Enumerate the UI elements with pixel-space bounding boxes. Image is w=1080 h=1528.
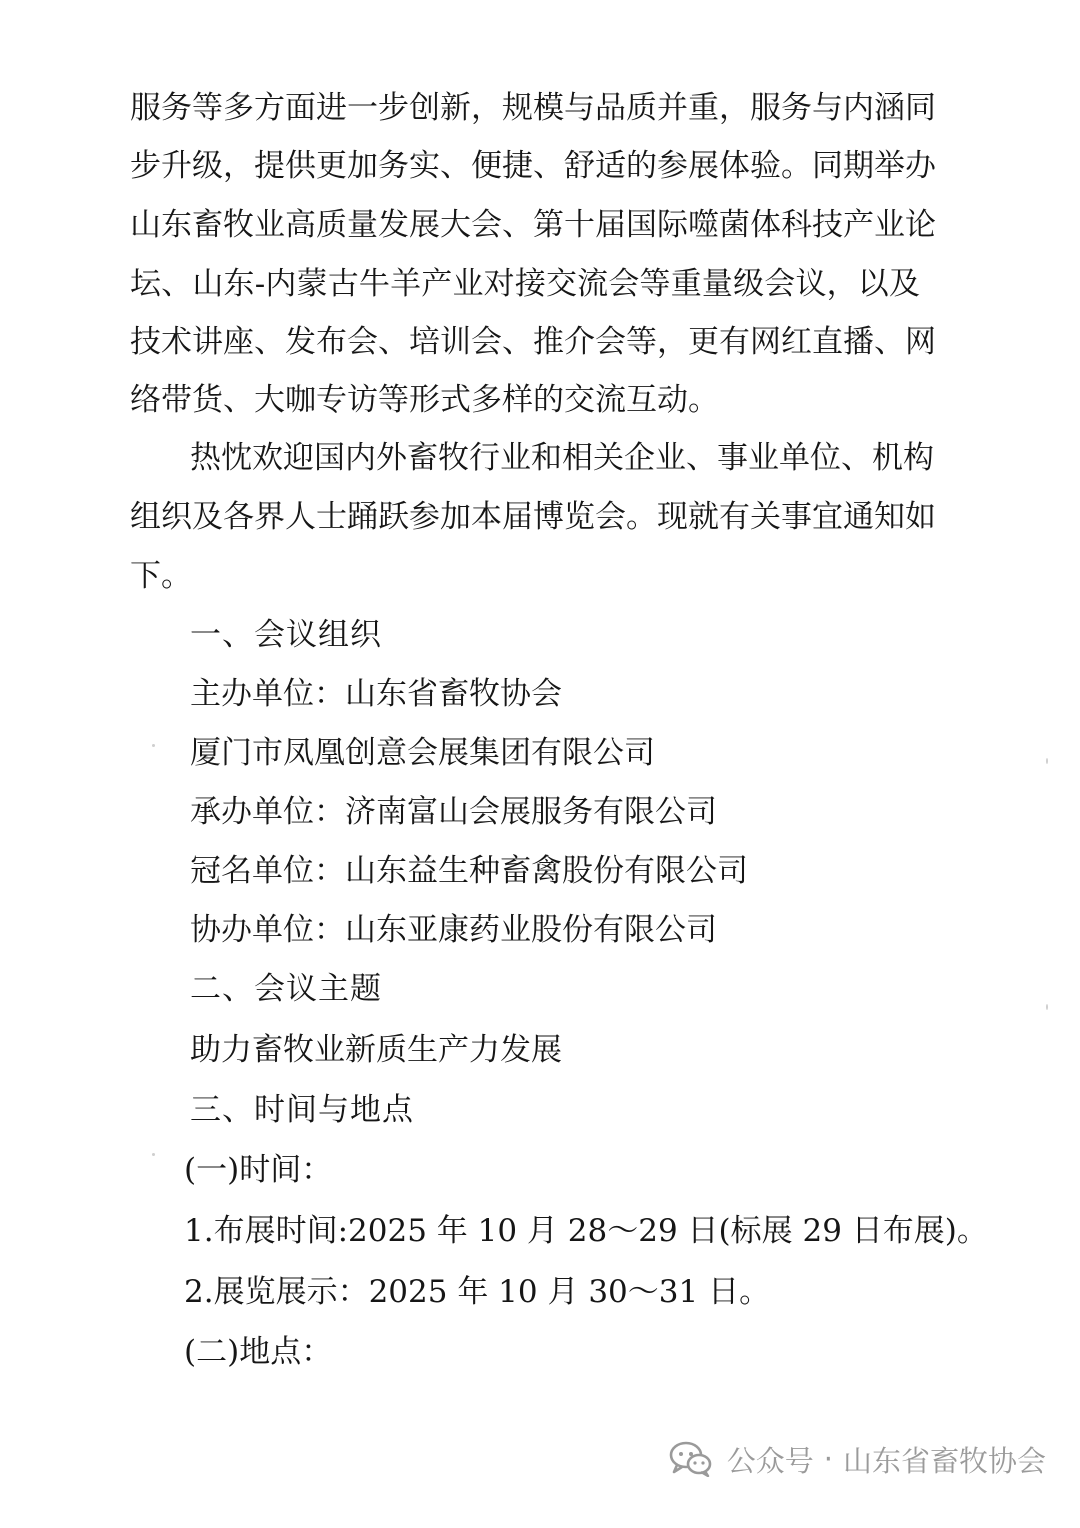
scan-speck bbox=[1046, 1004, 1048, 1010]
exhibition-time-line: 2.展览展示：2025 年 10 月 30～31 日。 bbox=[184, 1274, 771, 1310]
watermark bbox=[669, 1435, 1046, 1483]
watermark-account: 山东省畜牧协会 bbox=[842, 1443, 1046, 1478]
paragraph-line: 技术讲座、发布会、培训会、推介会等，更有网红直播、网 bbox=[130, 324, 936, 360]
place-label: (二)地点： bbox=[184, 1334, 333, 1370]
paragraph-line: 坛、山东-内蒙古牛羊产业对接交流会等重量级会议，以及 bbox=[130, 266, 920, 302]
paragraph-line: 服务等多方面进一步创新，规模与品质并重，服务与内涵同 bbox=[130, 90, 936, 126]
scan-speck bbox=[152, 1153, 155, 1156]
paragraph-line: 组织及各界人士踊跃参加本届博览会。现就有关事宜通知如 bbox=[130, 499, 936, 535]
scan-speck bbox=[1046, 758, 1048, 764]
time-label: (一)时间： bbox=[184, 1152, 333, 1188]
section-heading: 三、时间与地点 bbox=[190, 1092, 414, 1128]
section-heading: 一、会议组织 bbox=[190, 617, 382, 653]
organizer-line: 承办单位：济南富山会展服务有限公司 bbox=[190, 794, 717, 830]
paragraph-line: 步升级，提供更加务实、便捷、舒适的参展体验。同期举办 bbox=[130, 148, 936, 184]
wechat-icon bbox=[669, 1441, 713, 1477]
paragraph-line: 下。 bbox=[130, 558, 192, 594]
paragraph-line: 山东畜牧业高质量发展大会、第十届国际噬菌体科技产业论 bbox=[130, 207, 936, 243]
host2-line: 厦门市凤凰创意会展集团有限公司 bbox=[190, 735, 655, 771]
watermark-separator: · bbox=[823, 1442, 833, 1476]
host-line: 主办单位：山东省畜牧协会 bbox=[190, 676, 562, 712]
paragraph-line: 热忱欢迎国内外畜牧行业和相关企业、事业单位、机构 bbox=[190, 440, 934, 476]
setup-time-line: 1.布展时间:2025 年 10 月 28～29 日(标展 29 日布展)。 bbox=[184, 1213, 988, 1249]
section-heading: 二、会议主题 bbox=[190, 971, 382, 1007]
paragraph-line: 络带货、大咖专访等形式多样的交流互动。 bbox=[130, 382, 719, 418]
title-sponsor-line: 冠名单位：山东益生种畜禽股份有限公司 bbox=[190, 853, 748, 889]
co-organizer-line: 协办单位：山东亚康药业股份有限公司 bbox=[190, 912, 717, 948]
scan-speck bbox=[152, 744, 155, 747]
theme-line: 助力畜牧业新质生产力发展 bbox=[190, 1032, 562, 1068]
watermark-platform: 公众号 bbox=[726, 1443, 814, 1478]
